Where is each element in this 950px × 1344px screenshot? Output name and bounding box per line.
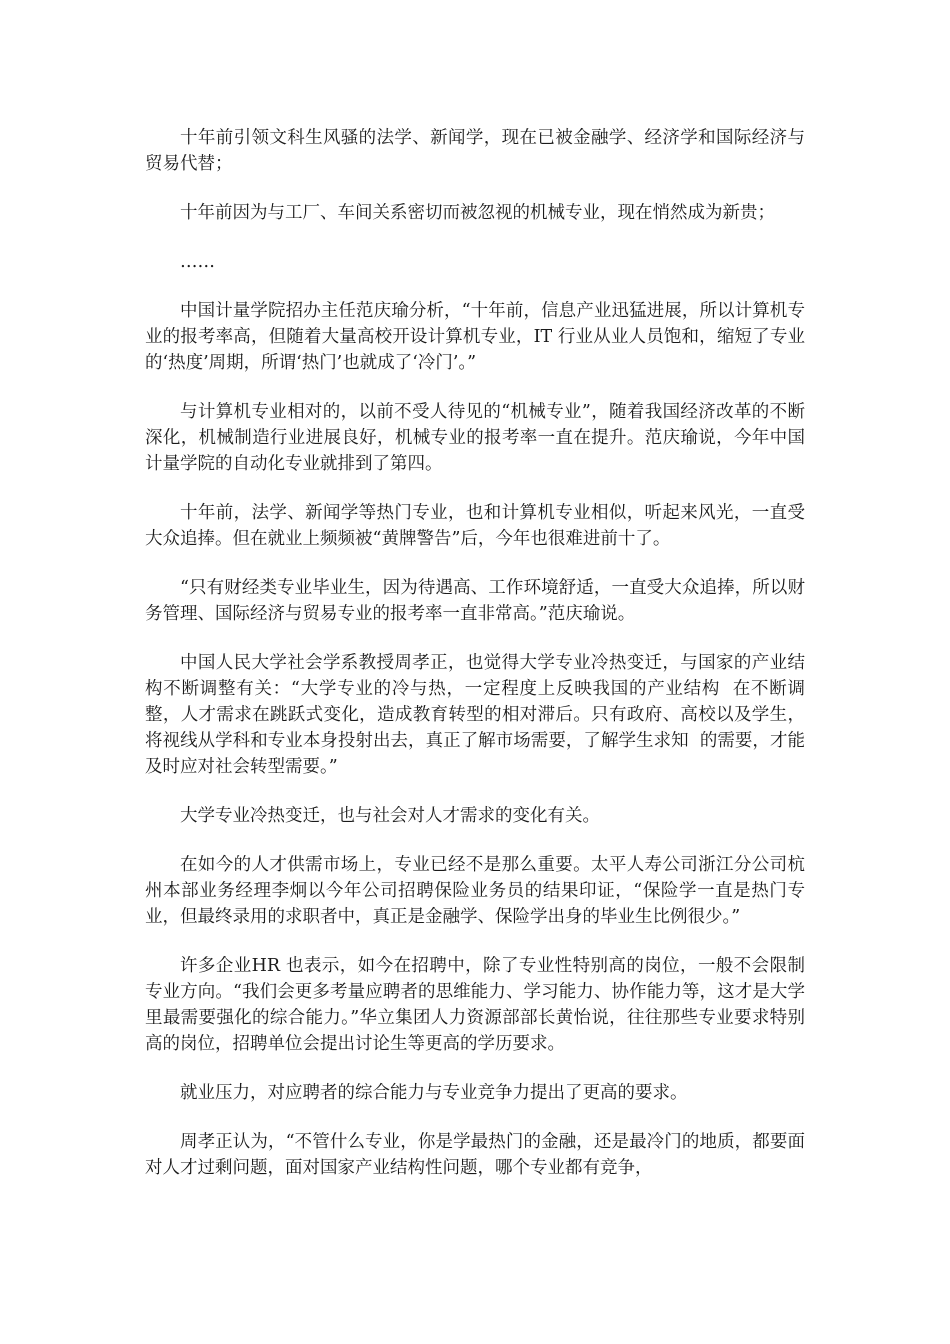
paragraph: 十年前，法学、新闻学等热门专业，也和计算机专业相似，听起来风光，一直受大众追捧。但在就业上频频被“黄牌警告”后，今年也很难进前十了。: [145, 503, 805, 549]
paragraph: 中国计量学院招办主任范庆瑜分析，“十年前，信息产业迅猛进展，所以计算机专业的报考率高，但随着大量高校开设计算机专业，IT 行业从业人员饱和，缩短了专业的‘热度’周期，所谓‘热门’也就成了‘冷门’。”: [145, 301, 805, 373]
paragraph: 在如今的人才供需市场上，专业已经不是那么重要。太平人寿公司浙江分公司杭州本部业务经理李炯以今年公司招聘保险业务员的结果印证，“保险学一直是热门专业，但最终录用的求职者中，真正是金融学、保险学出身的毕业生比例很少。”: [145, 855, 805, 927]
ellipsis-paragraph: ……: [180, 252, 215, 272]
paragraph: 就业压力，对应聘者的综合能力与专业竞争力提出了更高的要求。: [180, 1083, 688, 1103]
document-body: [145, 125, 805, 1204]
paragraph: 与计算机专业相对的，以前不受人待见的“机械专业”，随着我国经济改革的不断深化，机械制造行业进展良好，机械专业的报考率一直在提升。范庆瑜说，今年中国计量学院的自动化专业就排到了第四。: [145, 402, 805, 474]
paragraph: “只有财经类专业毕业生，因为待遇高、工作环境舒适，一直受大众追捧，所以财务管理、国际经济与贸易专业的报考率一直非常高。”范庆瑜说。: [145, 578, 805, 624]
paragraph: 中国人民大学社会学系教授周孝正，也觉得大学专业冷热变迁，与国家的产业结构不断调整有关：“大学专业的冷与热，一定程度上反映我国的产业结构 在不断调整，人才需求在跳跃式变化，造成教育转型的相对滞后。只有政府、高校以及学生，将视线从学科和专业本身投射出去，真正了解市场需要，了解学生求知 的需要，才能及时应对社会转型需要。”: [145, 653, 805, 777]
paragraph: 十年前引领文科生风骚的法学、新闻学，现在已被金融学、经济学和国际经济与贸易代替；: [145, 128, 805, 174]
paragraph: 十年前因为与工厂、车间关系密切而被忽视的机械专业，现在悄然成为新贵；: [180, 203, 775, 223]
paragraph: 大学专业冷热变迁，也与社会对人才需求的变化有关。: [180, 806, 600, 826]
paragraph: 周孝正认为，“不管什么专业，你是学最热门的金融，还是最冷门的地质，都要面对人才过剩问题，面对国家产业结构性问题，哪个专业都有竞争，: [145, 1132, 805, 1178]
paragraph: 许多企业HR 也表示，如今在招聘中，除了专业性特别高的岗位，一般不会限制专业方向。“我们会更多考量应聘者的思维能力、学习能力、协作能力等，这才是大学里最需要强化的综合能力。”华立集团人力资源部部长黄怡说，往往那些专业要求特别高的岗位，招聘单位会提出讨论生等更高的学历要求。: [145, 956, 805, 1054]
